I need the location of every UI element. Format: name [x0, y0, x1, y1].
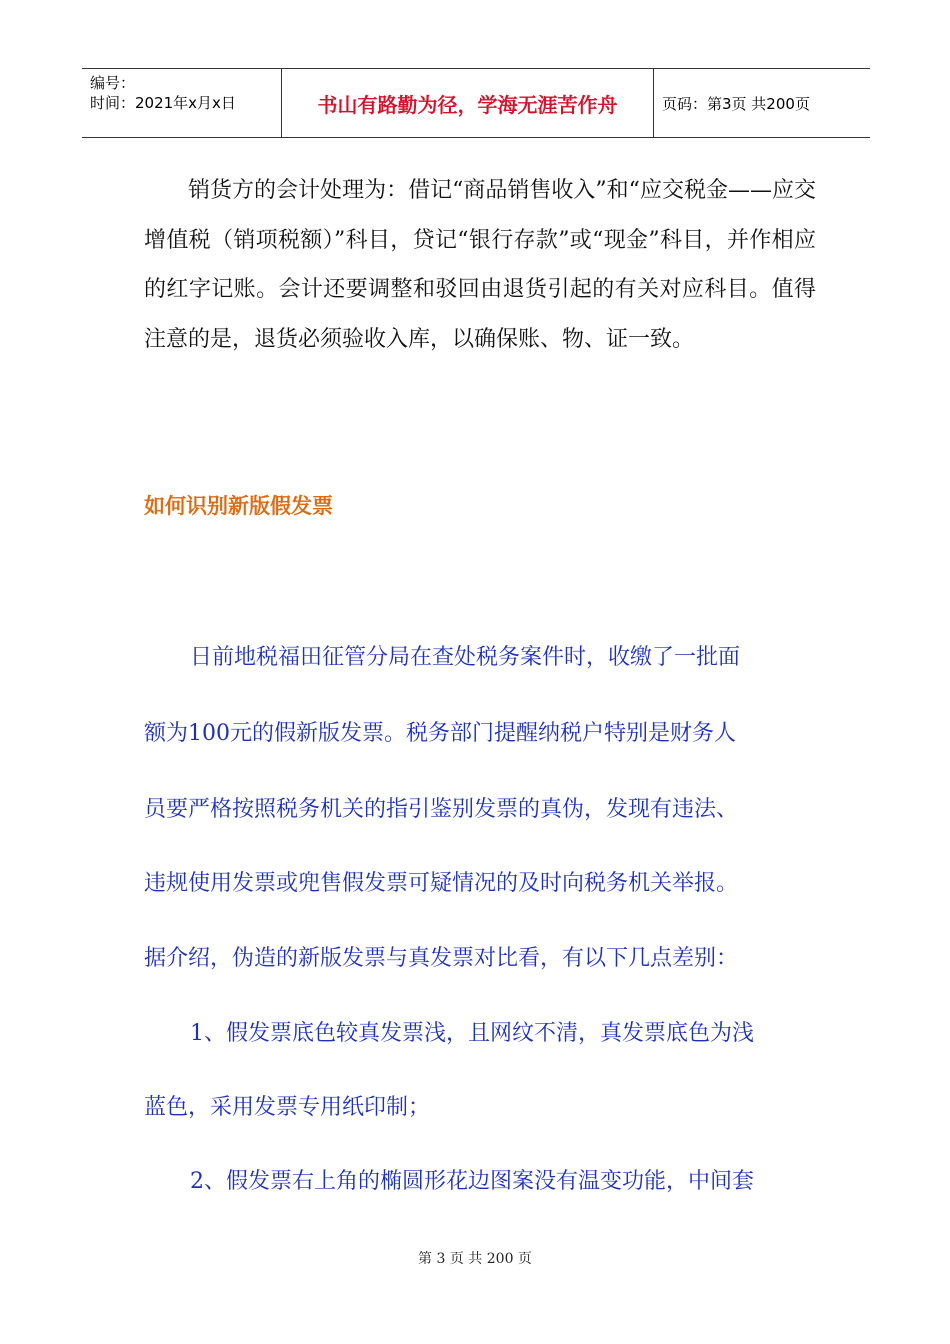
body-line: 1、假发票底色较真发票浅，且网纹不清，真发票底色为浅 — [190, 1021, 754, 1046]
body-line: 2、假发票右上角的椭圆形花边图案没有温变功能，中间套 — [190, 1169, 754, 1194]
body-line: 员要严格按照税务机关的指引鉴别发票的真伪，发现有违法、 — [144, 797, 739, 822]
body-line: 违规使用发票或兜售假发票可疑情况的及时向税务机关举报。 — [144, 871, 739, 896]
header-meta — [82, 69, 282, 137]
serial-label: 编号： — [90, 74, 136, 92]
body-line: 额为100元的假新版发票。税务部门提醒纳税户特别是财务人 — [144, 721, 736, 746]
body-line: 蓝色，采用发票专用纸印制； — [144, 1095, 431, 1120]
page-footer: 第 3 页 共 200 页 — [418, 1251, 532, 1267]
body-line: 日前地税福田征管分局在查处税务案件时，收缴了一批面 — [190, 645, 741, 670]
section-heading: 如何识别新版假发票 — [144, 494, 333, 518]
header-page-info: 页码：第3页 共200页 — [662, 94, 810, 113]
page-header — [82, 68, 870, 138]
header-motto: 书山有路勤为径，学海无涯苦作舟 — [282, 69, 654, 137]
accounting-paragraph: 销货方的会计处理为：借记“商品销售收入”和“应交税金——应交增值税（销项税额）”科目，贷记“银行存款”或“现金”科目，并作相应的红字记账。会计还要调整和驳回由退货引起的有关对应科目。值得注意的是，退货必须验收入库，以确保账、物、证一致。 — [144, 178, 816, 352]
body-line: 据介绍，伪造的新版发票与真发票对比看，有以下几点差别： — [144, 946, 739, 971]
date-label: 时间：2021年x月x日 — [90, 94, 236, 112]
